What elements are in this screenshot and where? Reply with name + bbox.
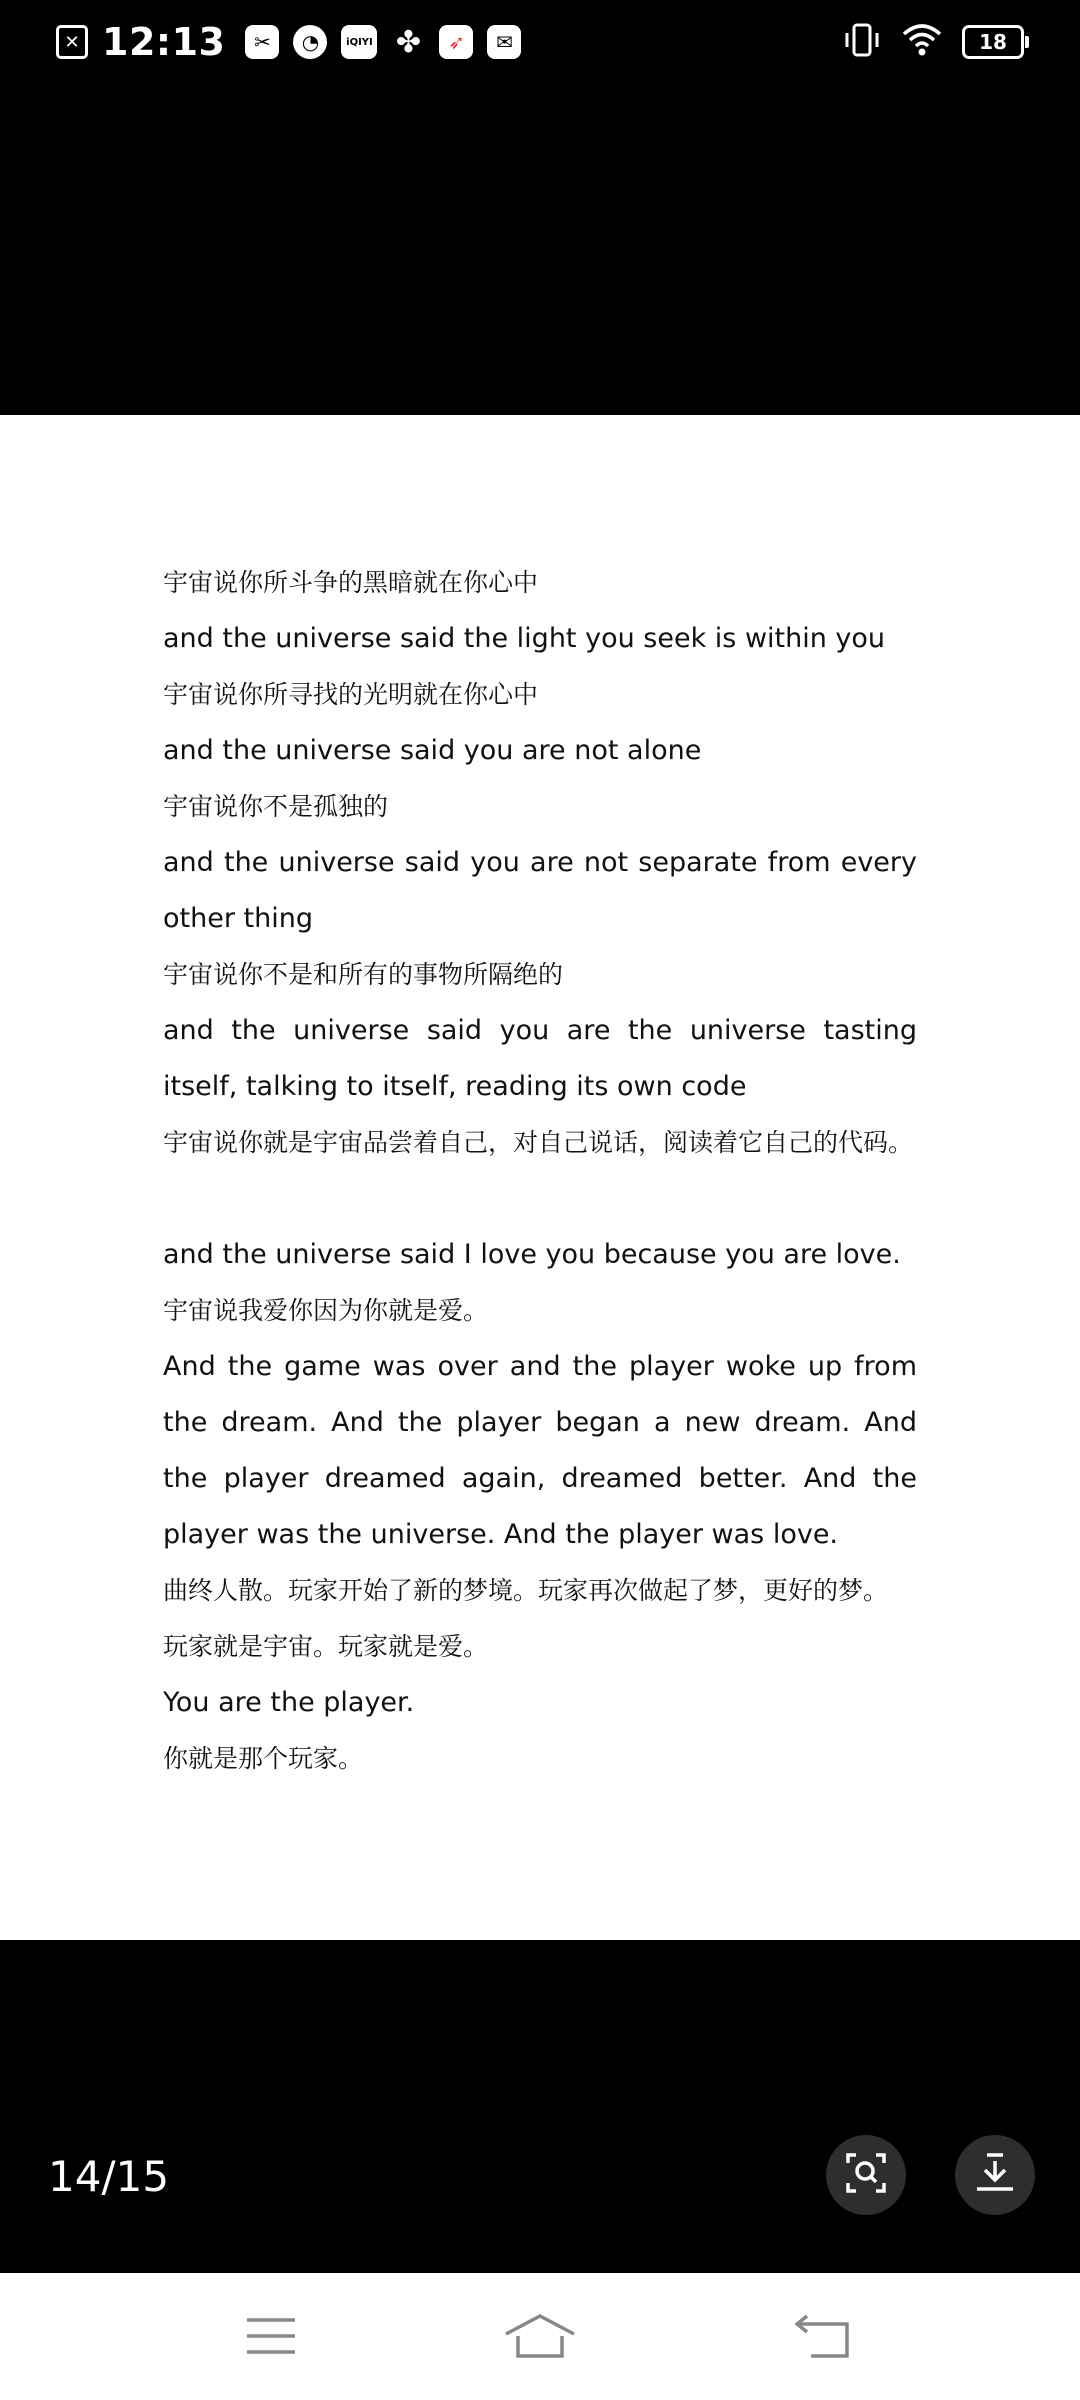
- vibrate-icon: [842, 23, 882, 61]
- document-paragraph: 曲终人散。玩家开始了新的梦境。玩家再次做起了梦，更好的梦。: [163, 1576, 889, 1605]
- back-button[interactable]: [788, 2303, 858, 2373]
- download-icon: [973, 2151, 1017, 2199]
- status-bar-right: [842, 22, 1024, 62]
- document-text: [163, 555, 917, 1787]
- document-paragraph: and the universe said I love you because you are love.: [163, 1239, 901, 1270]
- document-paragraph: And the game was over and the player woke up from the dream. And the player began a new dream. And the player dreamed again, dreamed better. And the player was the universe. And the player was love.: [163, 1351, 917, 1550]
- document-paragraph: 宇宙说你不是孤独的: [163, 792, 389, 821]
- compass-icon: ◔: [293, 25, 327, 59]
- wifi-icon: [902, 24, 942, 60]
- battery-icon: 18: [962, 25, 1024, 59]
- document-paragraph: 宇宙说你所寻找的光明就在你心中: [163, 680, 539, 709]
- document-paragraph: and the universe said the light you seek is within you: [163, 623, 886, 654]
- image-search-button[interactable]: [826, 2135, 906, 2215]
- document-paragraph: You are the player.: [163, 1687, 415, 1718]
- home-button[interactable]: [505, 2303, 575, 2373]
- document-paragraph: 宇宙说我爱你因为你就是爱。: [163, 1296, 489, 1325]
- back-icon: [795, 2314, 851, 2362]
- document-paragraph: 你就是那个玩家。: [163, 1744, 364, 1773]
- app-icon-1: ✂: [245, 25, 279, 59]
- download-button[interactable]: [955, 2135, 1035, 2215]
- navigation-bar: [0, 2273, 1080, 2400]
- browser-icon: ➶: [439, 25, 473, 59]
- home-icon: [504, 2314, 576, 2362]
- sim-icon: ✕: [56, 25, 88, 59]
- document-paragraph: 玩家就是宇宙。玩家就是爱。: [163, 1632, 489, 1661]
- document-paragraph: 宇宙说你就是宇宙品尝着自己，对自己说话，阅读着它自己的代码。: [163, 1128, 914, 1157]
- document-paragraph: 宇宙说你所斗争的黑暗就在你心中: [163, 568, 539, 597]
- image-search-icon: [844, 2151, 888, 2199]
- status-bar-left: [56, 18, 521, 66]
- status-bar: [0, 0, 1080, 84]
- menu-icon: [245, 2316, 297, 2360]
- mail-icon: ✉: [487, 25, 521, 59]
- status-time: 12:13: [102, 20, 226, 64]
- document-paragraph: and the universe said you are not alone: [163, 735, 702, 766]
- menu-button[interactable]: [236, 2303, 306, 2373]
- puzzle-icon: ✤: [395, 24, 422, 60]
- iqiyi-icon: iQIYI: [341, 25, 377, 59]
- document-paragraph: 宇宙说你不是和所有的事物所隔绝的: [163, 960, 564, 989]
- document-paragraph: and the universe said you are the universe tasting itself, talking to itself, reading its own code: [163, 1015, 917, 1102]
- document-page[interactable]: [0, 415, 1080, 1940]
- page-counter: 14/15: [48, 2152, 170, 2201]
- document-paragraph: and the universe said you are not separate from every other thing: [163, 847, 917, 934]
